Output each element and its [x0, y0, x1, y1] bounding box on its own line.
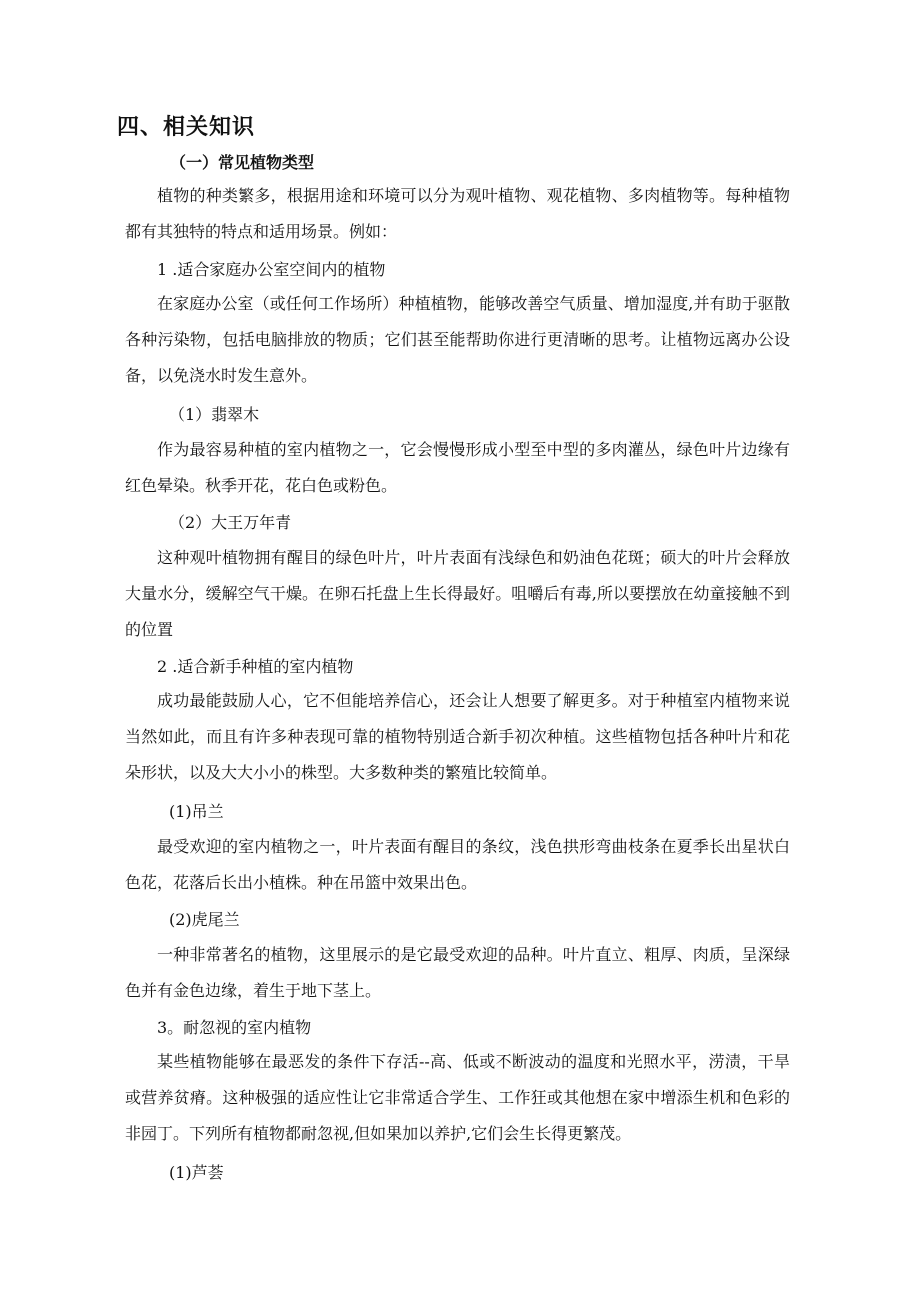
group-heading-beginner: 2 .适合新手种植的室内植物	[157, 657, 354, 676]
plant-heading-dieffenbachia: （2）大王万年青	[169, 513, 292, 532]
group-heading-tolerant: 3。耐忽视的室内植物	[157, 1018, 312, 1037]
plant-heading-spider-plant: (1)吊兰	[169, 802, 224, 821]
plant-text-dieffenbachia: 这种观叶植物拥有醒目的绿色叶片，叶片表面有浅绿色和奶油色花斑；硕大的叶片会释放大量水分，缓解空气干燥。在卵石托盘上生长得最好。咀嚼后有毒,所以要摆放在幼童接触不到的位置	[125, 548, 790, 639]
plant-text-spider-plant: 最受欢迎的室内植物之一，叶片表面有醒目的条纹，浅色拱形弯曲枝条在夏季长出星状白色花，花落后长出小植株。种在吊篮中效果出色。	[125, 837, 790, 892]
plant-text-jade: 作为最容易种植的室内植物之一，它会慢慢形成小型至中型的多肉灌丛，绿色叶片边缘有红色晕染。秋季开花，花白色或粉色。	[125, 440, 790, 495]
plant-heading-jade: （1）翡翠木	[169, 405, 260, 424]
plant-heading-aloe: (1)芦荟	[169, 1163, 224, 1182]
section-title: 四、相关知识	[117, 115, 256, 140]
group-heading-office: 1 .适合家庭办公室空间内的植物	[157, 260, 386, 279]
subsection-title: （一）常见植物类型	[170, 153, 315, 172]
group-desc-beginner: 成功最能鼓励人心，它不但能培养信心，还会让人想要了解更多。对于种植室内植物来说当然如此，而且有许多种表现可靠的植物特别适合新手初次种植。这些植物包括各种叶片和花朵形状，以及大大小小的株型。大多数种类的繁殖比较简单。	[125, 691, 790, 782]
plant-text-snake-plant: 一种非常著名的植物，这里展示的是它最受欢迎的品种。叶片直立、粗厚、肉质，呈深绿色并有金色边缘，着生于地下茎上。	[125, 945, 790, 1000]
group-desc-office: 在家庭办公室（或任何工作场所）种植植物，能够改善空气质量、增加湿度,并有助于驱散各种污染物，包括电脑排放的物质；它们甚至能帮助你进行更清晰的思考。让植物远离办公设备，以免浇水时发生意外。	[125, 294, 790, 385]
intro-paragraph: 植物的种类繁多，根据用途和环境可以分为观叶植物、观花植物、多肉植物等。每种植物都有其独特的特点和适用场景。例如：	[125, 186, 790, 241]
plant-heading-snake-plant: (2)虎尾兰	[169, 910, 240, 929]
group-desc-tolerant: 某些植物能够在最恶发的条件下存活--高、低或不断波动的温度和光照水平，涝渍，干旱或营养贫瘠。这种极强的适应性让它非常适合学生、工作狂或其他想在家中增添生机和色彩的非园丁。下列所有植物都耐忽视,但如果加以养护,它们会生长得更繁茂。	[125, 1052, 790, 1143]
